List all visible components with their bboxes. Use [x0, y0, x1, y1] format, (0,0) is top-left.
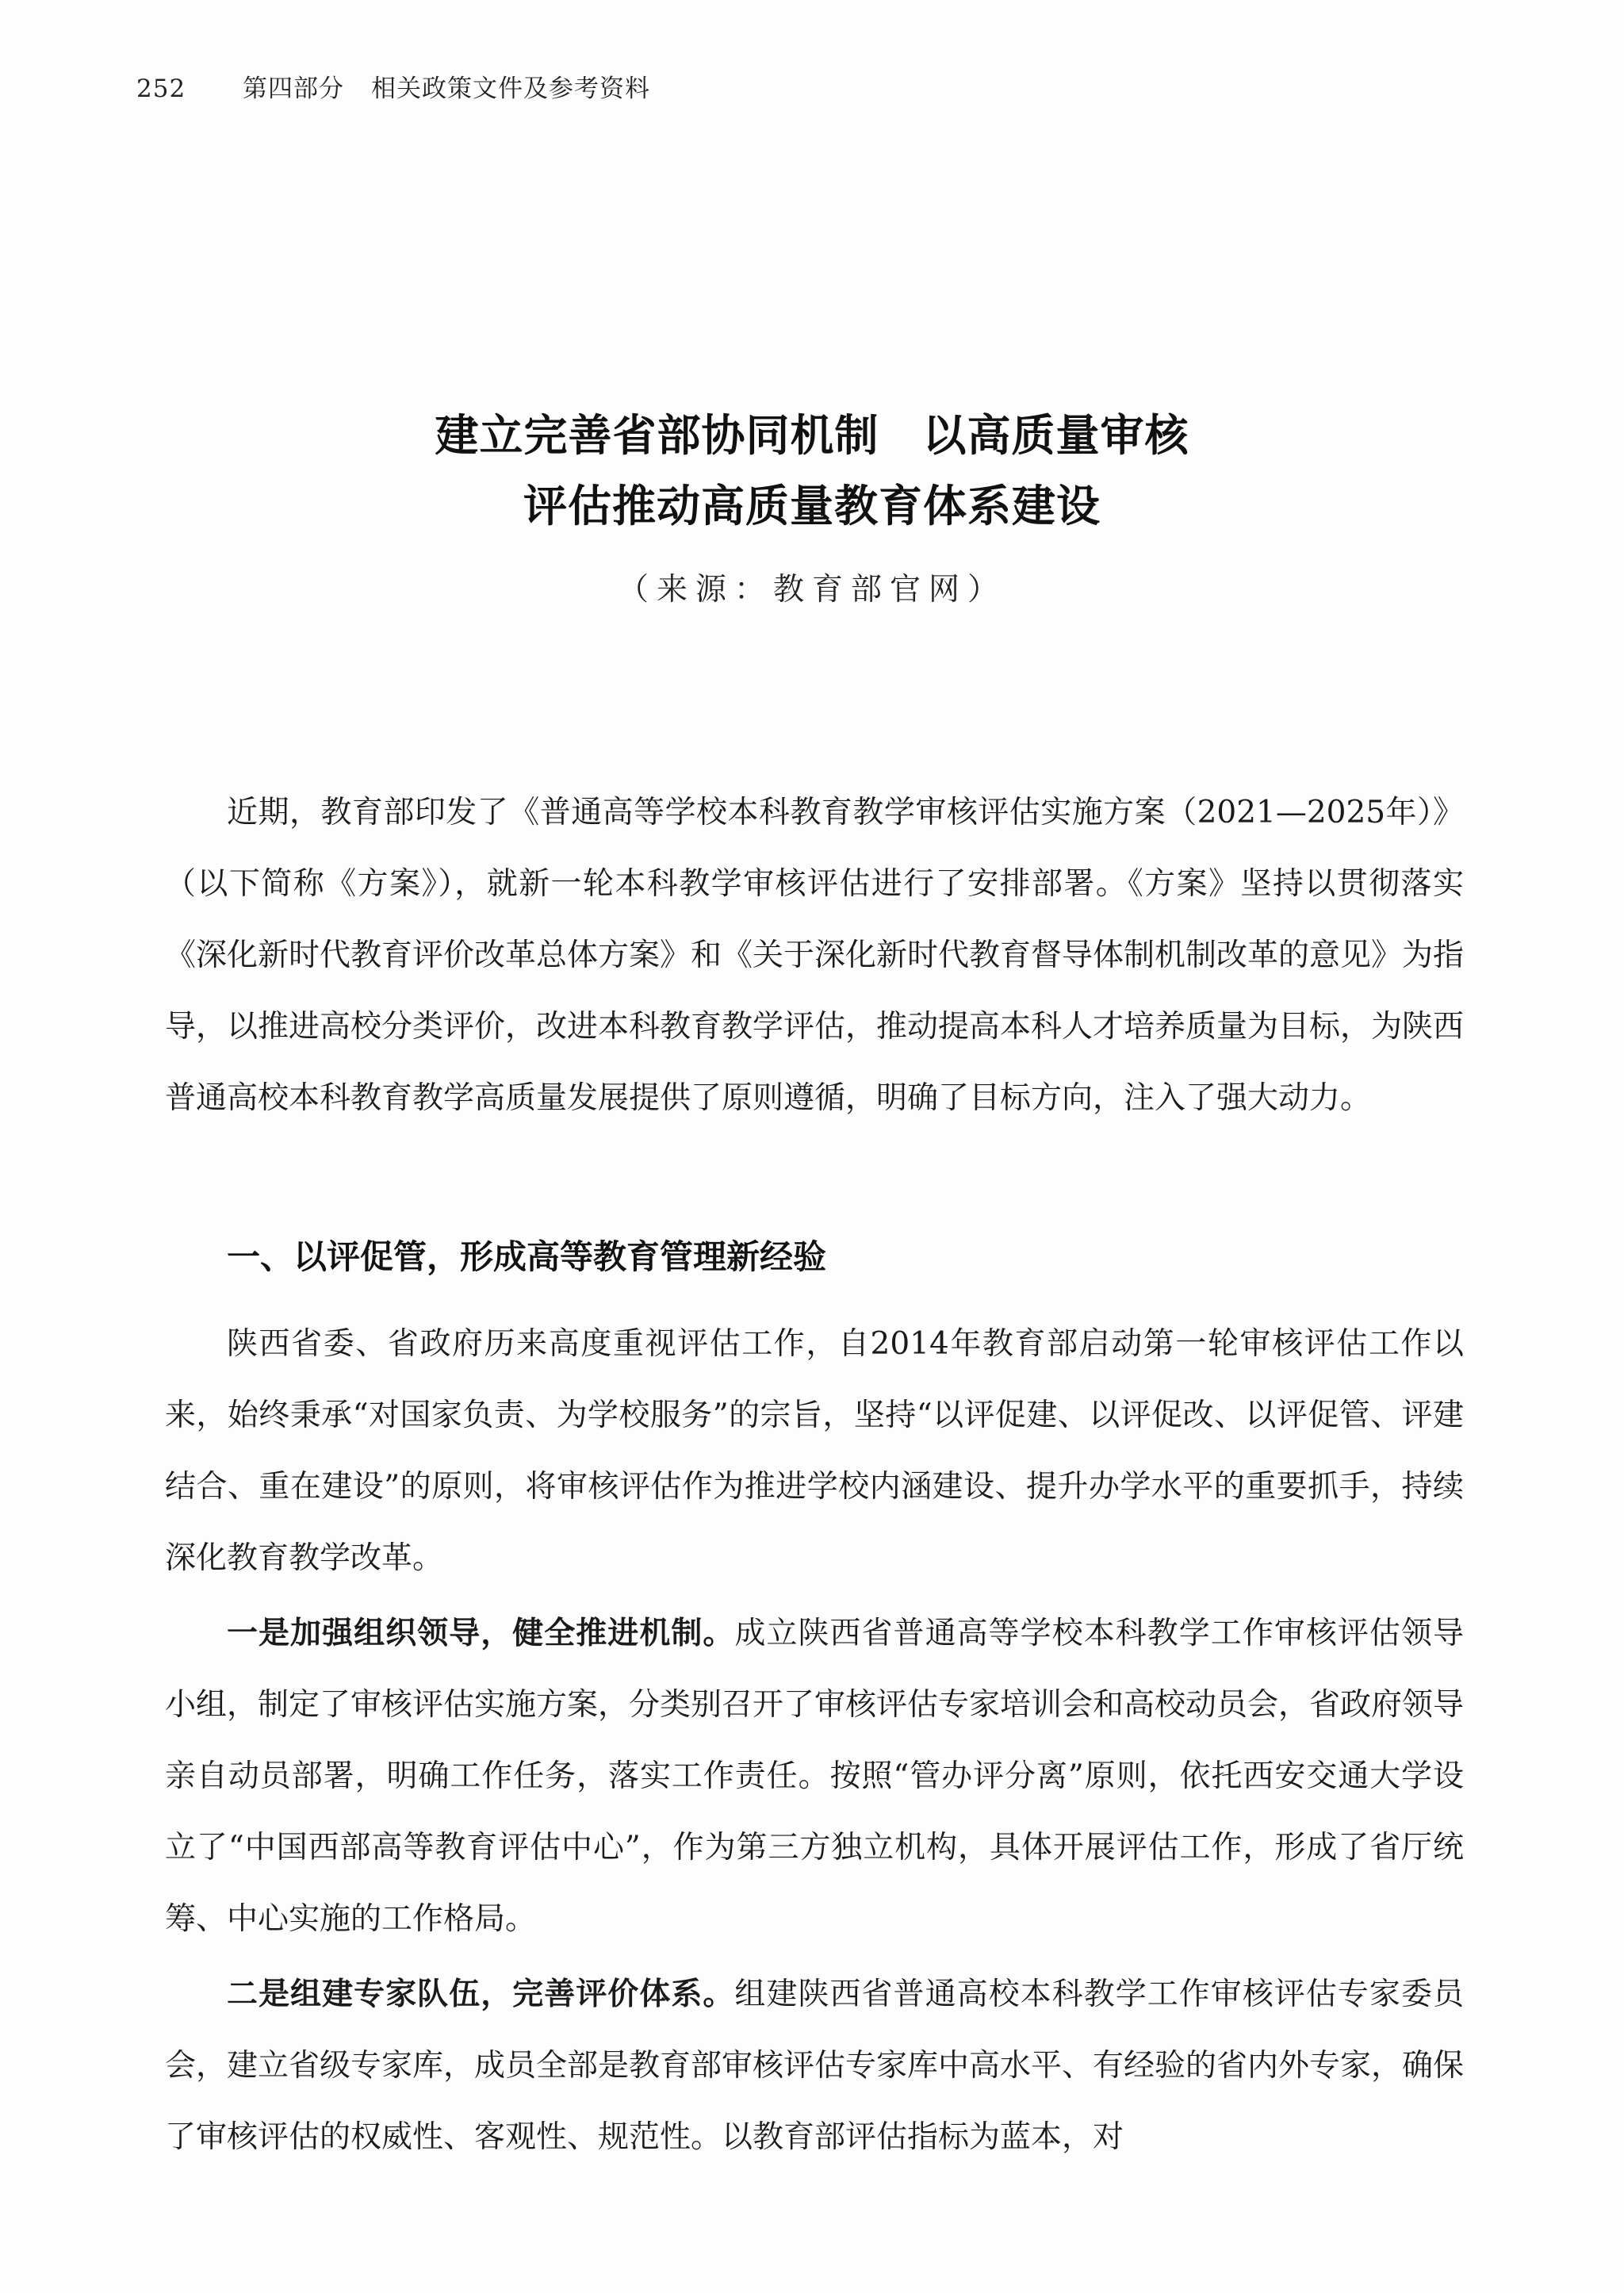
running-head: [136, 68, 650, 104]
title-segment-a: 建立完善省部协同机制: [435, 409, 879, 461]
section-1-paragraph-1: 陕西省委、省政府历来高度重视评估工作，自2014年教育部启动第一轮审核评估工作以来，始终秉承“对国家负责、为学校服务”的宗旨，坚持“以评促建、以评促改、以评促管、评建结合、重在建设”的原则，将审核评估作为推进学校内涵建设、提升办学水平的重要抓手，持续深化教育教学改革。: [165, 1326, 1464, 1576]
section-1-body: [165, 1309, 1464, 2173]
paragraph-3-text: 组建陕西省普通高校本科教学工作审核评估专家委员会，建立省级专家库，成员全部是教育部审核评估专家库中高水平、有经验的省内外专家，确保了审核评估的权威性、客观性、规范性。以教育部评估指标为蓝本，对: [165, 1977, 1465, 2155]
paragraph-3-lead: 二是组建专家队伍，完善评价体系。: [227, 1976, 735, 2012]
paragraph-2-lead: 一是加强组织领导，健全推进机制。: [227, 1615, 735, 1651]
title-segment-b: 以高质量审核: [922, 409, 1189, 461]
intro-section: [165, 777, 1464, 1134]
page-number: 252: [136, 75, 186, 103]
part-label: 第四部分: [243, 75, 344, 103]
article-title-line-2: 评估推动高质量教育体系建设: [523, 480, 1101, 531]
article-source: （来源：教育部官网）: [617, 572, 1006, 608]
paragraph-2-text: 成立陕西省普通高等学校本科教学工作审核评估领导小组，制定了审核评估实施方案，分类别召开了审核评估专家培训会和高校动员会，省政府领导亲自动员部署，明确工作任务，落实工作责任。按照“管办评分离”原则，依托西安交通大学设立了“中国西部高等教育评估中心”，作为第三方独立机构，具体开展评估工作，形成了省厅统筹、中心实施的工作格局。: [165, 1616, 1465, 1937]
section-1-heading: 一、以评促管，形成高等教育管理新经验: [227, 1237, 827, 1276]
section-1-paragraph-3: [165, 1958, 1464, 2173]
article-title-line-1: [0, 401, 1624, 463]
part-title: 相关政策文件及参考资料: [371, 75, 650, 103]
section-1-paragraph-2: [165, 1597, 1464, 1955]
intro-paragraph: 近期，教育部印发了《普通高等学校本科教育教学审核评估实施方案（2021—2025年）》（以下简称《方案》），就新一轮本科教学审核评估进行了安排部署。《方案》坚持以贯彻落实《深化新时代教育评价改革总体方案》和《关于深化新时代教育督导体制机制改革的意见》为指导，以推进高校分类评价，改进本科教育教学评估，推动提高本科人才培养质量为目标，为陕西普通高校本科教育教学高质量发展提供了原则遵循，明确了目标方向，注入了强大动力。: [165, 795, 1465, 1116]
